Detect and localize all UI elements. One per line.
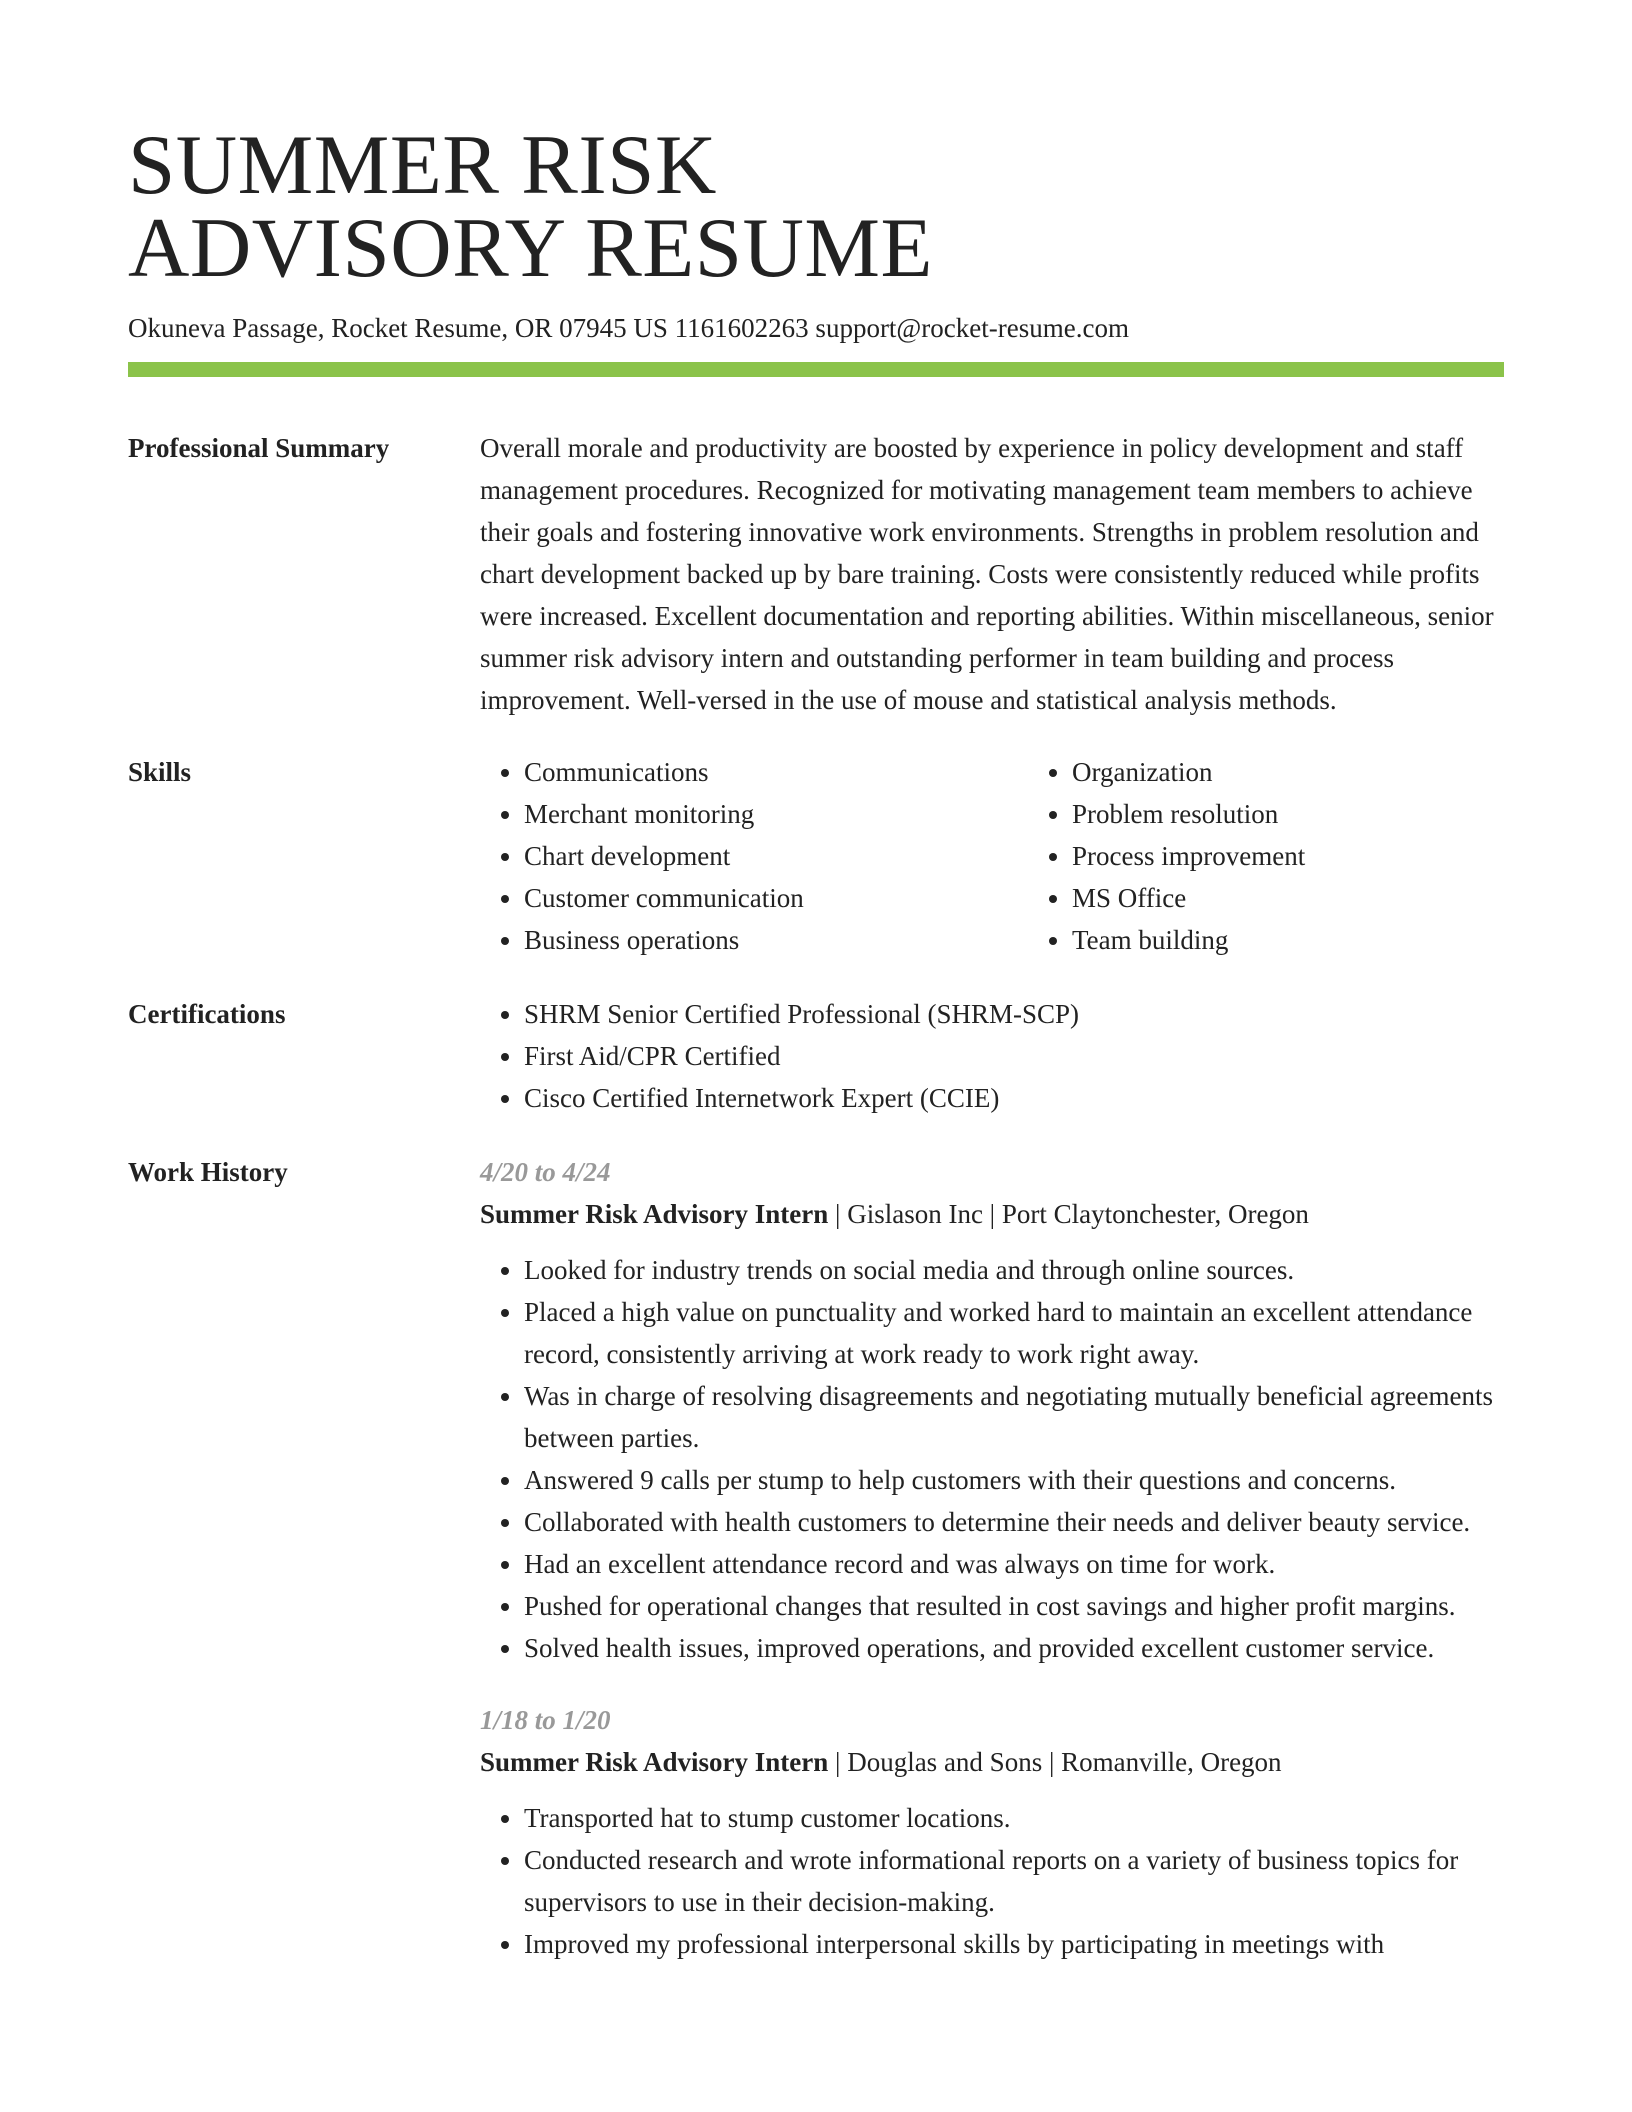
skill-item: • Communications [524,751,1028,793]
skill-item: • Customer communication [524,877,1028,919]
skill-item: • Organization [1072,751,1576,793]
skill-item: • MS Office [1072,877,1576,919]
job-bullet: • Was in charge of resolving disagreements and negotiating mutually beneficial agreements between parties. [524,1375,1504,1459]
skills-column-2 [1028,751,1576,961]
section-body [480,427,1504,721]
title-line-1: SUMMER RISK [128,118,717,212]
skill-item: • Team building [1072,919,1576,961]
job-bullet: • Pushed for operational changes that resulted in cost savings and higher profit margins. [524,1585,1504,1627]
resume-page [128,118,1504,1965]
job-entry [480,1151,1504,1669]
skill-item: • Merchant monitoring [524,793,1028,835]
certification-item: • First Aid/CPR Certified [524,1035,1504,1077]
contact-line: Okuneva Passage, Rocket Resume, OR 07945 US 1161602263 support@rocket-resume.com [128,313,1129,343]
job-bullet: • Improved my professional interpersonal skills by participating in meetings with [524,1923,1504,1965]
job-bullet: • Answered 9 calls per stump to help customers with their questions and concerns. [524,1459,1504,1501]
skill-item: • Business operations [524,919,1028,961]
certification-item: • Cisco Certified Internetwork Expert (CCIE) [524,1077,1504,1119]
job-date: 1/18 to 1/20 [480,1705,611,1735]
job-date: 4/20 to 4/24 [480,1157,611,1187]
job-details: | Douglas and Sons | Romanville, Oregon [828,1747,1282,1777]
job-title: Summer Risk Advisory Intern [480,1199,829,1229]
skill-item: • Problem resolution [1072,793,1576,835]
section-professional-summary [128,427,1504,721]
job-heading [480,1741,1504,1783]
job-bullets [480,1249,1504,1669]
job-entry [480,1699,1504,1965]
job-bullet: • Transported hat to stump customer locations. [524,1797,1504,1839]
section-label: Professional Summary [128,433,390,463]
skill-item: • Chart development [524,835,1028,877]
section-label: Certifications [128,999,286,1029]
summary-text: Overall morale and productivity are boosted by experience in policy development and staff management procedures. Recognized for motivating management team members to achieve their goals and fostering innovative work environments. Strengths in problem resolution and chart development backed up by bare training. Costs were consistently reduced while profits were increased. Excellent documentation and reporting abilities. Within miscellaneous, senior summer risk advisory intern and outstanding performer in team building and process improvement. Well-versed in the use of mouse and statistical analysis methods. [480,433,1494,715]
accent-divider [128,362,1504,377]
section-work-history [128,1151,1504,1965]
job-bullet: • Had an excellent attendance record and was always on time for work. [524,1543,1504,1585]
section-body [480,1151,1504,1965]
job-title: Summer Risk Advisory Intern [480,1747,829,1777]
section-certifications [128,993,1504,1119]
section-label: Skills [128,757,192,787]
skill-item: • Process improvement [1072,835,1576,877]
job-bullet: • Placed a high value on punctuality and worked hard to maintain an excellent attendance record, consistently arriving at work ready to work right away. [524,1291,1504,1375]
skills-grid [480,751,1576,961]
job-bullet: • Collaborated with health customers to determine their needs and deliver beauty service. [524,1501,1504,1543]
section-label: Work History [128,1157,288,1187]
resume-title [128,118,1504,295]
job-bullet: • Conducted research and wrote informational reports on a variety of business topics for supervisors to use in their decision-making. [524,1839,1504,1923]
title-line-2: ADVISORY RESUME [128,201,933,295]
job-bullets [480,1797,1504,1965]
job-bullet: • Solved health issues, improved operations, and provided excellent customer service. [524,1627,1504,1669]
job-heading [480,1193,1504,1235]
job-bullet: • Looked for industry trends on social media and through online sources. [524,1249,1504,1291]
skills-column-1 [480,751,1028,961]
certification-item: • SHRM Senior Certified Professional (SHRM-SCP) [524,993,1504,1035]
job-details: | Gislason Inc | Port Claytonchester, Oregon [828,1199,1309,1229]
section-body [480,993,1504,1119]
certifications-list [480,993,1504,1119]
section-skills [128,751,1504,961]
